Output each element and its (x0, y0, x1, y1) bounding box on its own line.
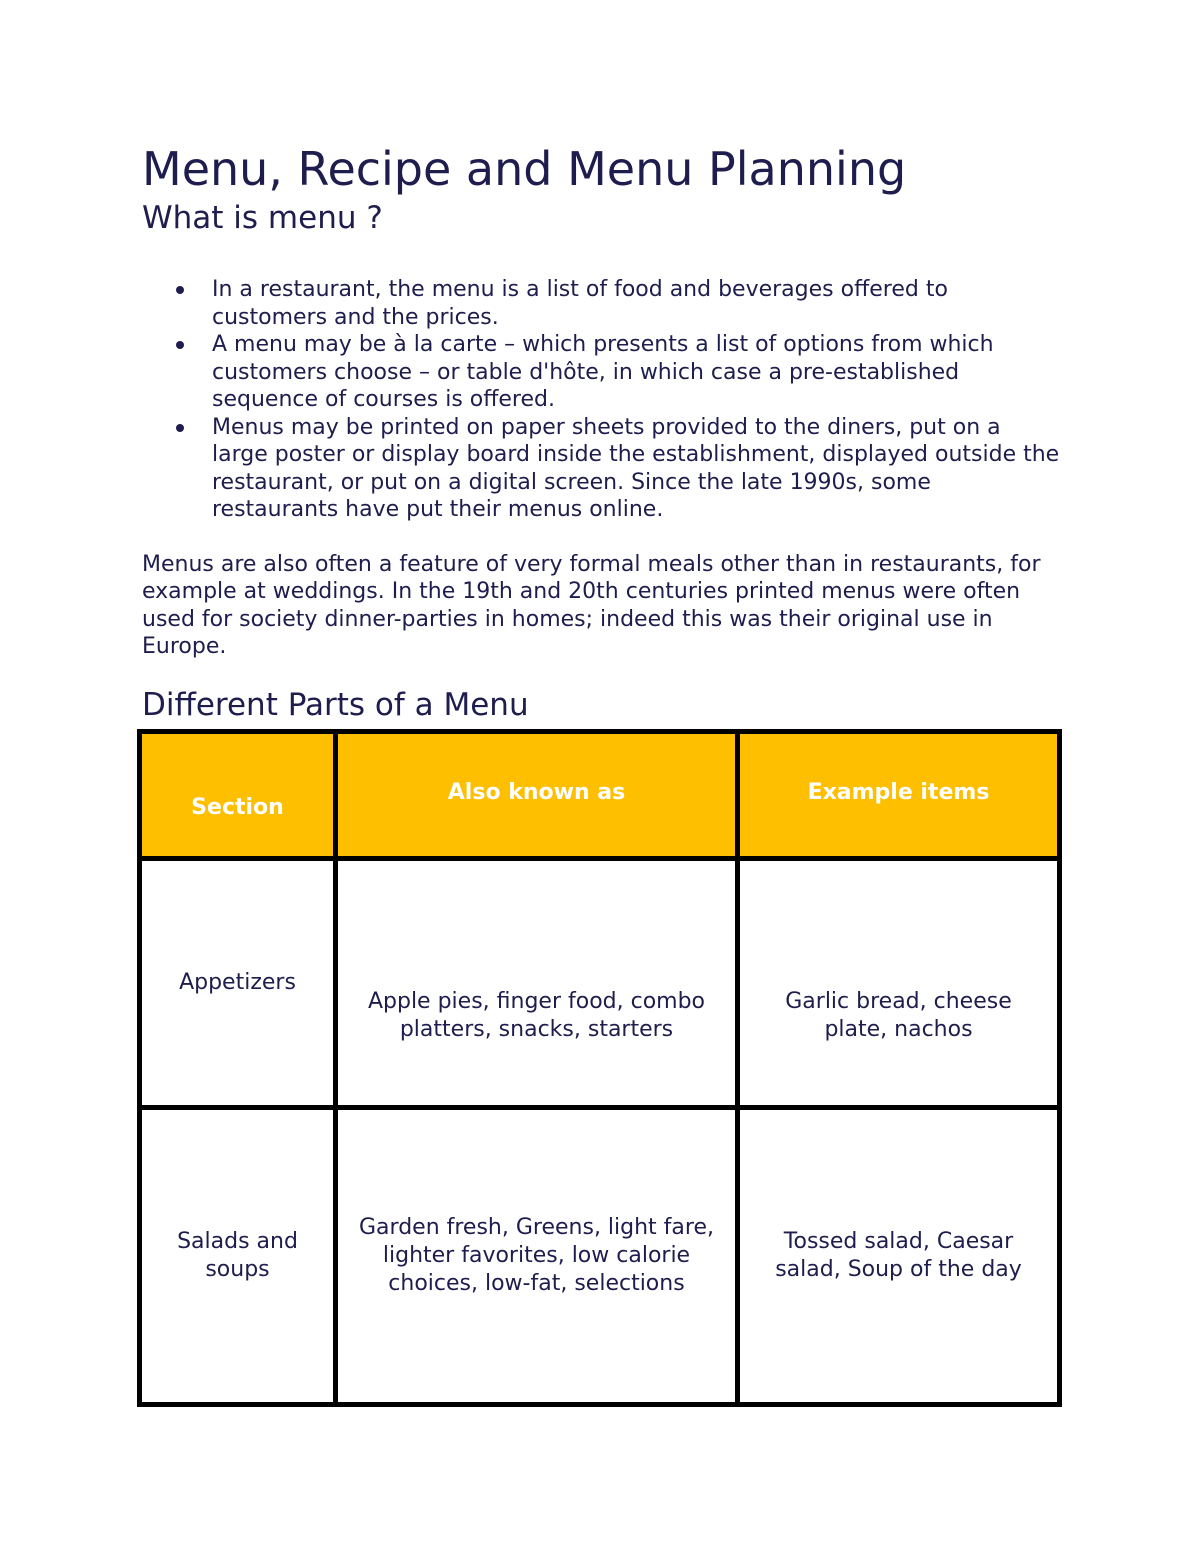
page-title: Menu, Recipe and Menu Planning (142, 142, 907, 196)
table-cell-section: Appetizers (140, 859, 336, 1108)
header-section: Section (140, 732, 336, 859)
table-cell-example-items: Tossed salad, Caesar salad, Soup of the day (738, 1108, 1060, 1405)
table-cell-example-items: Garlic bread, cheese plate, nachos (738, 859, 1060, 1108)
header-example-items: Example items (738, 732, 1060, 859)
table-row (140, 859, 1060, 1108)
table-cell-section: Salads and soups (140, 1108, 336, 1405)
document-page (142, 140, 1062, 725)
bullet-icon (176, 341, 184, 349)
table-cell-also-known-as: Apple pies, finger food, combo platters, snacks, starters (336, 859, 738, 1108)
bullet-icon (176, 424, 184, 432)
page-subtitle: What is menu ? (142, 200, 383, 236)
menu-parts-table (137, 729, 1062, 1407)
list-item-text: A menu may be à la carte – which presents a list of options from which customers choose – or table d'hôte, in which case a pre-established sequence of courses is offered. (212, 332, 994, 412)
table-row (140, 1108, 1060, 1405)
list-item-text: In a restaurant, the menu is a list of food and beverages offered to customers and the prices. (212, 277, 948, 330)
bullet-icon (176, 286, 184, 294)
list-item (142, 276, 1062, 331)
bullet-list (142, 276, 1062, 524)
list-item (142, 414, 1062, 524)
header-also-known-as: Also known as (336, 732, 738, 859)
list-item-text: Menus may be printed on paper sheets provided to the diners, put on a large poster or display board inside the establishment, displayed outside the restaurant, or put on a digital screen. Since the late 1990s, some restaurants have put their menus online. (212, 414, 1060, 522)
table-header-row (140, 732, 1060, 859)
section-heading: Different Parts of a Menu (142, 686, 529, 723)
list-item (142, 331, 1062, 414)
table-cell-also-known-as: Garden fresh, Greens, light fare, lighter favorites, low calorie choices, low-fat, selections (336, 1108, 738, 1405)
body-paragraph: Menus are also often a feature of very formal meals other than in restaurants, for example at weddings. In the 19th and 20th centuries printed menus were often used for society dinner-parties in homes; indeed this was their original use in Europe. (142, 551, 1041, 659)
